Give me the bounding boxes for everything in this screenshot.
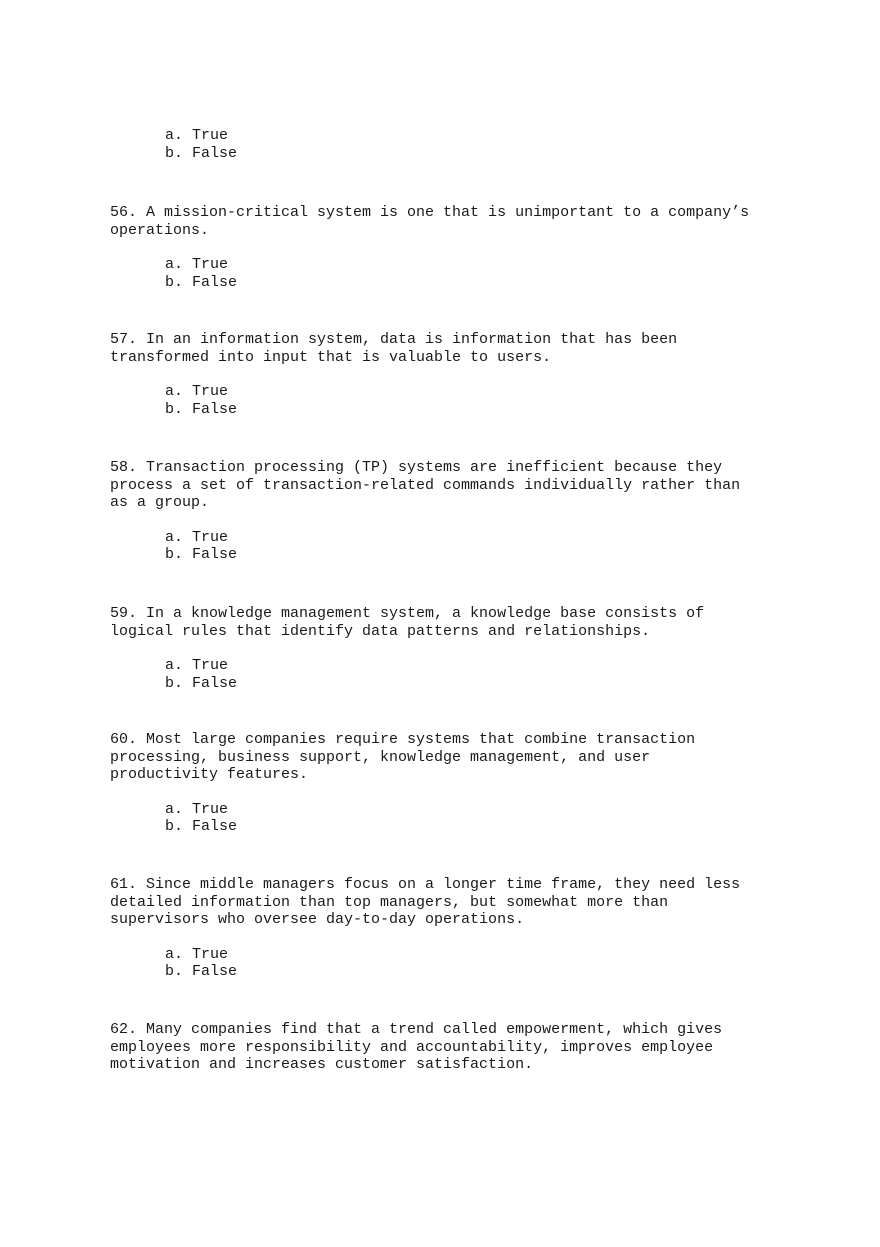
question-61 <box>110 876 790 981</box>
option-b: b. False <box>165 144 238 162</box>
question-line: 62. Many companies find that a trend called empowerment, which gives <box>110 1021 723 1038</box>
question-line: 57. In an information system, data is information that has been <box>110 331 678 348</box>
question-line: supervisors who oversee day-to-day operations. <box>110 911 525 928</box>
question-line: detailed information than top managers, but somewhat more than <box>110 893 669 911</box>
question-text <box>110 1021 790 1074</box>
question-line: 61. Since middle managers focus on a longer time frame, they need less <box>110 876 741 893</box>
answer-options <box>165 657 790 692</box>
option-b: b. False <box>165 546 238 563</box>
question-line: as a group. <box>110 494 210 511</box>
option-a: a. True <box>165 383 229 400</box>
answer-options <box>165 801 790 836</box>
question-line: transformed into input that is valuable to users. <box>110 348 552 366</box>
option-b: b. False <box>165 818 238 835</box>
option-a: a. True <box>165 945 229 963</box>
question-57 <box>110 331 790 418</box>
question-56 <box>110 204 790 291</box>
question-58 <box>110 459 790 564</box>
question-text <box>110 605 790 640</box>
leading-options <box>110 127 790 162</box>
answer-options <box>165 127 790 162</box>
question-line: 56. A mission-critical system is one that is unimportant to a company’s <box>110 204 750 221</box>
question-line: logical rules that identify data patterns and relationships. <box>110 622 651 640</box>
question-line: process a set of transaction-related commands individually rather than <box>110 476 741 494</box>
question-line: 59. In a knowledge management system, a knowledge base consists of <box>110 605 705 622</box>
option-a: a. True <box>165 657 229 674</box>
answer-options <box>165 946 790 981</box>
question-text <box>110 459 790 512</box>
question-line: processing, business support, knowledge management, and user <box>110 748 651 766</box>
option-b: b. False <box>165 674 238 692</box>
question-59 <box>110 605 790 692</box>
question-text <box>110 731 790 784</box>
option-a: a. True <box>165 127 229 144</box>
question-text <box>110 876 790 929</box>
answer-options <box>165 383 790 418</box>
question-line: operations. <box>110 221 210 239</box>
question-line: 60. Most large companies require systems that combine transaction <box>110 731 696 748</box>
question-text <box>110 204 790 239</box>
question-line: productivity features. <box>110 766 309 783</box>
option-b: b. False <box>165 400 238 418</box>
option-a: a. True <box>165 256 229 273</box>
question-text <box>110 331 790 366</box>
option-b: b. False <box>165 273 238 291</box>
question-line: 58. Transaction processing (TP) systems are inefficient because they <box>110 459 723 476</box>
question-line: motivation and increases customer satisfaction. <box>110 1056 534 1073</box>
question-60 <box>110 731 790 836</box>
option-a: a. True <box>165 800 229 818</box>
question-62 <box>110 1021 790 1074</box>
option-b: b. False <box>165 963 238 980</box>
answer-options <box>165 256 790 291</box>
answer-options <box>165 529 790 564</box>
question-line: employees more responsibility and accountability, improves employee <box>110 1038 714 1056</box>
option-a: a. True <box>165 528 229 546</box>
